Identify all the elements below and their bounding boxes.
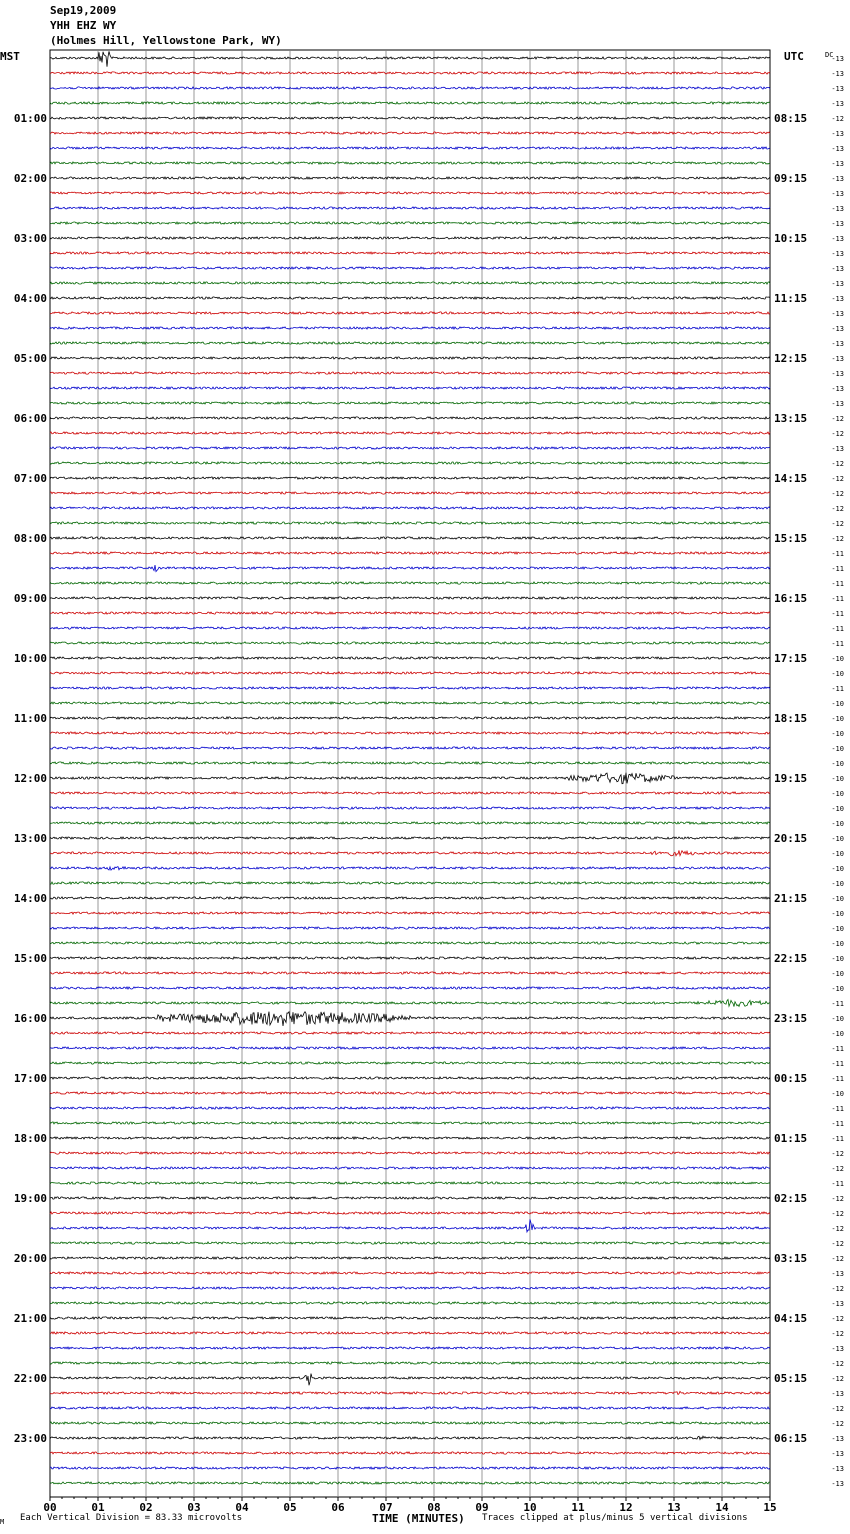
dc-offset-label: -13 [831,355,844,363]
dc-offset-label: -12 [831,1315,844,1323]
x-tick-label: 14 [715,1501,729,1514]
dc-offset-label: -10 [831,715,844,723]
trace-line [50,1107,770,1109]
trace-line [50,1000,770,1007]
dc-offset-label: -10 [831,700,844,708]
left-hour-label: 03:00 [13,232,47,245]
station-location: (Holmes Hill, Yellowstone Park, WY) [50,34,282,47]
dc-offset-label: -12 [831,115,844,123]
trace-line [50,1287,770,1289]
dc-offset-label: -13 [831,145,844,153]
trace-line [50,1257,770,1259]
trace-line [50,1062,770,1064]
trace-line [50,565,770,572]
trace-line [50,1197,770,1199]
right-hour-label: 03:15 [774,1252,808,1265]
left-hour-label: 06:00 [13,412,47,425]
dc-offset-label: -13 [831,130,844,138]
dc-offset-label: -13 [831,1270,844,1278]
trace-line [50,912,770,914]
dc-offset-label: -11 [831,610,844,618]
left-timezone-label: MST [0,50,20,63]
trace-line [50,1374,770,1386]
trace-line [50,1242,770,1244]
left-hour-label: 17:00 [13,1072,47,1085]
trace-line [50,1317,770,1319]
trace-line [50,462,770,464]
dc-offset-label: -12 [831,1405,844,1413]
scale-note: Each Vertical Division = 83.33 microvolts [20,1513,243,1523]
x-tick-label: 02 [139,1501,153,1514]
label-layer [14,51,844,1514]
dc-offset-label: -12 [831,520,844,528]
trace-line [50,1272,770,1274]
dc-offset-label: -12 [831,1420,844,1428]
trace-line [50,267,770,269]
dc-offset-label: -10 [831,805,844,813]
trace-line [50,147,770,149]
clip-note: Traces clipped at plus/minus 5 vertical divisions [482,1513,748,1523]
plot-frame [50,50,770,1497]
trace-line [50,642,770,644]
x-tick-label: 03 [187,1501,201,1514]
dc-offset-label: -12 [831,535,844,543]
dc-offset-label: -12 [831,1165,844,1173]
trace-line [50,942,770,944]
trace-line [50,687,770,689]
x-tick-label: 06 [331,1501,345,1514]
trace-line [50,1482,770,1484]
dc-offset-label: -11 [831,550,844,558]
right-hour-label: 01:15 [774,1132,808,1145]
dc-offset-label: -10 [831,820,844,828]
trace-line [50,432,770,434]
x-tick-label: 01 [91,1501,105,1514]
trace-line [50,702,770,704]
dc-offset-label: -13 [831,250,844,258]
dc-offset-label: -12 [831,1285,844,1293]
right-hour-label: 17:15 [774,652,808,665]
left-hour-label: 22:00 [13,1372,47,1385]
dc-offset-label: -10 [831,925,844,933]
trace-line [50,1152,770,1154]
left-hour-label: 23:00 [13,1432,47,1445]
dc-offset-label: -12 [831,1195,844,1203]
trace-line [50,927,770,929]
dc-offset-label: -12 [831,1375,844,1383]
trace-line [50,1452,770,1454]
dc-offset-label: -12 [831,1255,844,1263]
trace-line [50,1047,770,1049]
dc-offset-label: -13 [831,160,844,168]
trace-line [50,252,770,254]
left-hour-label: 07:00 [13,472,47,485]
trace-line [50,102,770,104]
right-hour-label: 23:15 [774,1012,808,1025]
dc-offset-label: -12 [831,460,844,468]
corner-mark: M [0,1518,5,1526]
left-hour-label: 14:00 [13,892,47,905]
station-code: YHH EHZ WY [50,19,117,32]
dc-offset-label: -13 [831,280,844,288]
left-hour-label: 16:00 [13,1012,47,1025]
dc-offset-label: -12 [831,430,844,438]
dc-offset-label: -12 [831,1210,844,1218]
dc-offset-label: -10 [831,790,844,798]
trace-line [50,672,770,674]
dc-offset-label: -13 [831,1450,844,1458]
trace-line [50,1332,770,1334]
dc-offset-label: -13 [831,1480,844,1488]
trace-line [50,192,770,194]
left-hour-label: 01:00 [13,112,47,125]
trace-line [50,177,770,179]
dc-offset-label: -10 [831,985,844,993]
left-hour-label: 04:00 [13,292,47,305]
dc-offset-label: -10 [831,745,844,753]
dc-offset-label: -12 [831,505,844,513]
dc-header-label: DC [825,51,834,59]
right-hour-label: 19:15 [774,772,808,785]
trace-line [50,1137,770,1139]
dc-offset-label: -10 [831,955,844,963]
x-tick-label: 15 [763,1501,777,1514]
trace-line [50,1012,770,1026]
right-hour-label: 21:15 [774,892,808,905]
trace-line [50,1167,770,1169]
dc-offset-label: -13 [831,100,844,108]
right-hour-label: 22:15 [774,952,808,965]
trace-line [50,582,770,584]
dc-offset-label: -12 [831,490,844,498]
dc-offset-label: -13 [831,1390,844,1398]
right-hour-label: 14:15 [774,472,808,485]
trace-line [50,732,770,734]
right-hour-label: 09:15 [774,172,808,185]
left-hour-label: 09:00 [13,592,47,605]
trace-line [50,417,770,419]
dc-offset-label: -11 [831,1105,844,1113]
dc-offset-label: -11 [831,625,844,633]
trace-line [50,1092,770,1094]
dc-offset-label: -11 [831,1060,844,1068]
dc-offset-label: -13 [831,400,844,408]
right-hour-label: 02:15 [774,1192,808,1205]
trace-line [50,552,770,554]
right-timezone-label: UTC [784,50,804,63]
left-hour-label: 13:00 [13,832,47,845]
dc-offset-label: -13 [831,190,844,198]
trace-line [50,477,770,479]
dc-offset-label: -11 [831,1135,844,1143]
dc-offset-label: -11 [831,1075,844,1083]
dc-offset-label: -11 [831,1045,844,1053]
dc-offset-label: -12 [831,1330,844,1338]
trace-line [50,222,770,224]
left-hour-label: 08:00 [13,532,47,545]
right-hour-label: 10:15 [774,232,808,245]
trace-line [50,897,770,899]
dc-offset-label: -10 [831,655,844,663]
trace-line [50,51,770,66]
right-hour-label: 16:15 [774,592,808,605]
dc-offset-label: -13 [831,295,844,303]
dc-offset-label: -13 [831,1300,844,1308]
right-hour-label: 13:15 [774,412,808,425]
trace-line [50,850,770,855]
trace-line [50,1436,770,1439]
dc-offset-label: -11 [831,1000,844,1008]
left-hour-label: 19:00 [13,1192,47,1205]
left-hour-label: 15:00 [13,952,47,965]
trace-line [50,822,770,824]
right-hour-label: 04:15 [774,1312,808,1325]
right-hour-label: 08:15 [774,112,808,125]
right-hour-label: 12:15 [774,352,808,365]
trace-line [50,612,770,614]
x-tick-label: 04 [235,1501,249,1514]
dc-offset-label: -13 [831,1345,844,1353]
dc-offset-label: -13 [831,310,844,318]
right-hour-label: 18:15 [774,712,808,725]
dc-offset-label: -10 [831,835,844,843]
x-tick-label: 10 [523,1501,537,1514]
trace-line [50,627,770,629]
trace-line [50,1347,770,1349]
dc-offset-label: -13 [831,205,844,213]
trace-line [50,282,770,284]
trace-line [50,1407,770,1409]
trace-line [50,792,770,794]
trace-layer [50,51,770,1484]
trace-line [50,1182,770,1184]
dc-offset-label: -12 [831,475,844,483]
dc-offset-label: -11 [831,640,844,648]
trace-line [50,162,770,164]
trace-line [50,117,770,119]
trace-line [50,1077,770,1079]
trace-line [50,773,770,784]
dc-offset-label: -12 [831,1240,844,1248]
trace-line [50,717,770,719]
trace-line [50,522,770,524]
dc-offset-label: -10 [831,910,844,918]
dc-offset-label: -13 [831,85,844,93]
dc-offset-label: -13 [831,235,844,243]
right-hour-label: 15:15 [774,532,808,545]
x-tick-label: 11 [571,1501,585,1514]
dc-offset-label: -10 [831,775,844,783]
dc-offset-label: -13 [831,1465,844,1473]
x-tick-label: 09 [475,1501,489,1514]
trace-line [50,957,770,959]
trace-line [50,747,770,749]
left-hour-label: 02:00 [13,172,47,185]
trace-line [50,297,770,299]
trace-line [50,1302,770,1304]
left-hour-label: 12:00 [13,772,47,785]
trace-line [50,837,770,839]
dc-offset-label: -13 [831,445,844,453]
dc-offset-label: -13 [831,220,844,228]
trace-line [50,492,770,494]
dc-offset-label: -13 [831,70,844,78]
dc-offset-label: -13 [831,325,844,333]
dc-offset-label: -11 [831,1120,844,1128]
dc-offset-label: -10 [831,730,844,738]
trace-line [50,372,770,374]
trace-line [50,867,770,871]
dc-offset-label: -11 [831,580,844,588]
left-hour-label: 05:00 [13,352,47,365]
trace-line [50,342,770,344]
trace-line [50,132,770,134]
trace-line [50,1422,770,1424]
x-tick-label: 07 [379,1501,393,1514]
plot-date: Sep19,2009 [50,4,117,17]
dc-offset-label: -12 [831,415,844,423]
trace-line [50,327,770,329]
trace-line [50,447,770,449]
dc-offset-label: -10 [831,865,844,873]
dc-offset-label: -12 [831,1225,844,1233]
trace-line [50,387,770,389]
trace-line [50,657,770,659]
trace-line [50,357,770,359]
right-hour-label: 20:15 [774,832,808,845]
trace-line [50,1391,770,1394]
trace-line [50,882,770,884]
dc-offset-label: -10 [831,895,844,903]
right-hour-label: 06:15 [774,1432,808,1445]
trace-line [50,1219,770,1232]
dc-offset-label: -12 [831,1150,844,1158]
x-tick-label: 00 [43,1501,57,1514]
dc-offset-label: -10 [831,1015,844,1023]
left-hour-label: 20:00 [13,1252,47,1265]
left-hour-label: 11:00 [13,712,47,725]
trace-line [50,597,770,599]
dc-offset-label: -11 [831,595,844,603]
trace-line [50,1122,770,1124]
x-tick-label: 08 [427,1501,441,1514]
dc-offset-label: -10 [831,1090,844,1098]
dc-offset-label: -13 [831,1435,844,1443]
dc-offset-label: -13 [831,370,844,378]
dc-offset-label: -10 [831,880,844,888]
trace-line [50,1212,770,1214]
dc-offset-label: -11 [831,1180,844,1188]
trace-line [50,402,770,404]
x-tick-label: 05 [283,1501,297,1514]
dc-offset-label: -10 [831,850,844,858]
dc-offset-label: -11 [831,685,844,693]
dc-offset-label: -10 [831,970,844,978]
right-hour-label: 00:15 [774,1072,808,1085]
right-hour-label: 05:15 [774,1372,808,1385]
trace-line [50,762,770,764]
x-tick-label: 12 [619,1501,633,1514]
dc-offset-label: -12 [831,1360,844,1368]
dc-offset-label: -10 [831,670,844,678]
trace-line [50,312,770,314]
left-hour-label: 18:00 [13,1132,47,1145]
right-hour-label: 11:15 [774,292,808,305]
left-hour-label: 21:00 [13,1312,47,1325]
left-hour-label: 10:00 [13,652,47,665]
dc-offset-label: -13 [831,385,844,393]
dc-offset-label: -10 [831,760,844,768]
trace-line [50,1362,770,1364]
trace-line [50,237,770,239]
dc-offset-label: -10 [831,1030,844,1038]
dc-offset-label: -11 [831,565,844,573]
trace-line [50,537,770,539]
x-tick-label: 13 [667,1501,681,1514]
trace-line [50,1032,770,1034]
trace-line [50,207,770,209]
dc-offset-label: -13 [831,265,844,273]
trace-line [50,507,770,509]
dc-offset-label: -10 [831,940,844,948]
trace-line [50,972,770,974]
trace-line [50,1467,770,1469]
x-axis-title: TIME (MINUTES) [372,1512,465,1525]
trace-line [50,807,770,809]
trace-line [50,72,770,74]
trace-line [50,87,770,89]
trace-line [50,987,770,989]
dc-offset-label: -13 [831,340,844,348]
dc-offset-label: -13 [831,55,844,63]
dc-offset-label: -13 [831,175,844,183]
